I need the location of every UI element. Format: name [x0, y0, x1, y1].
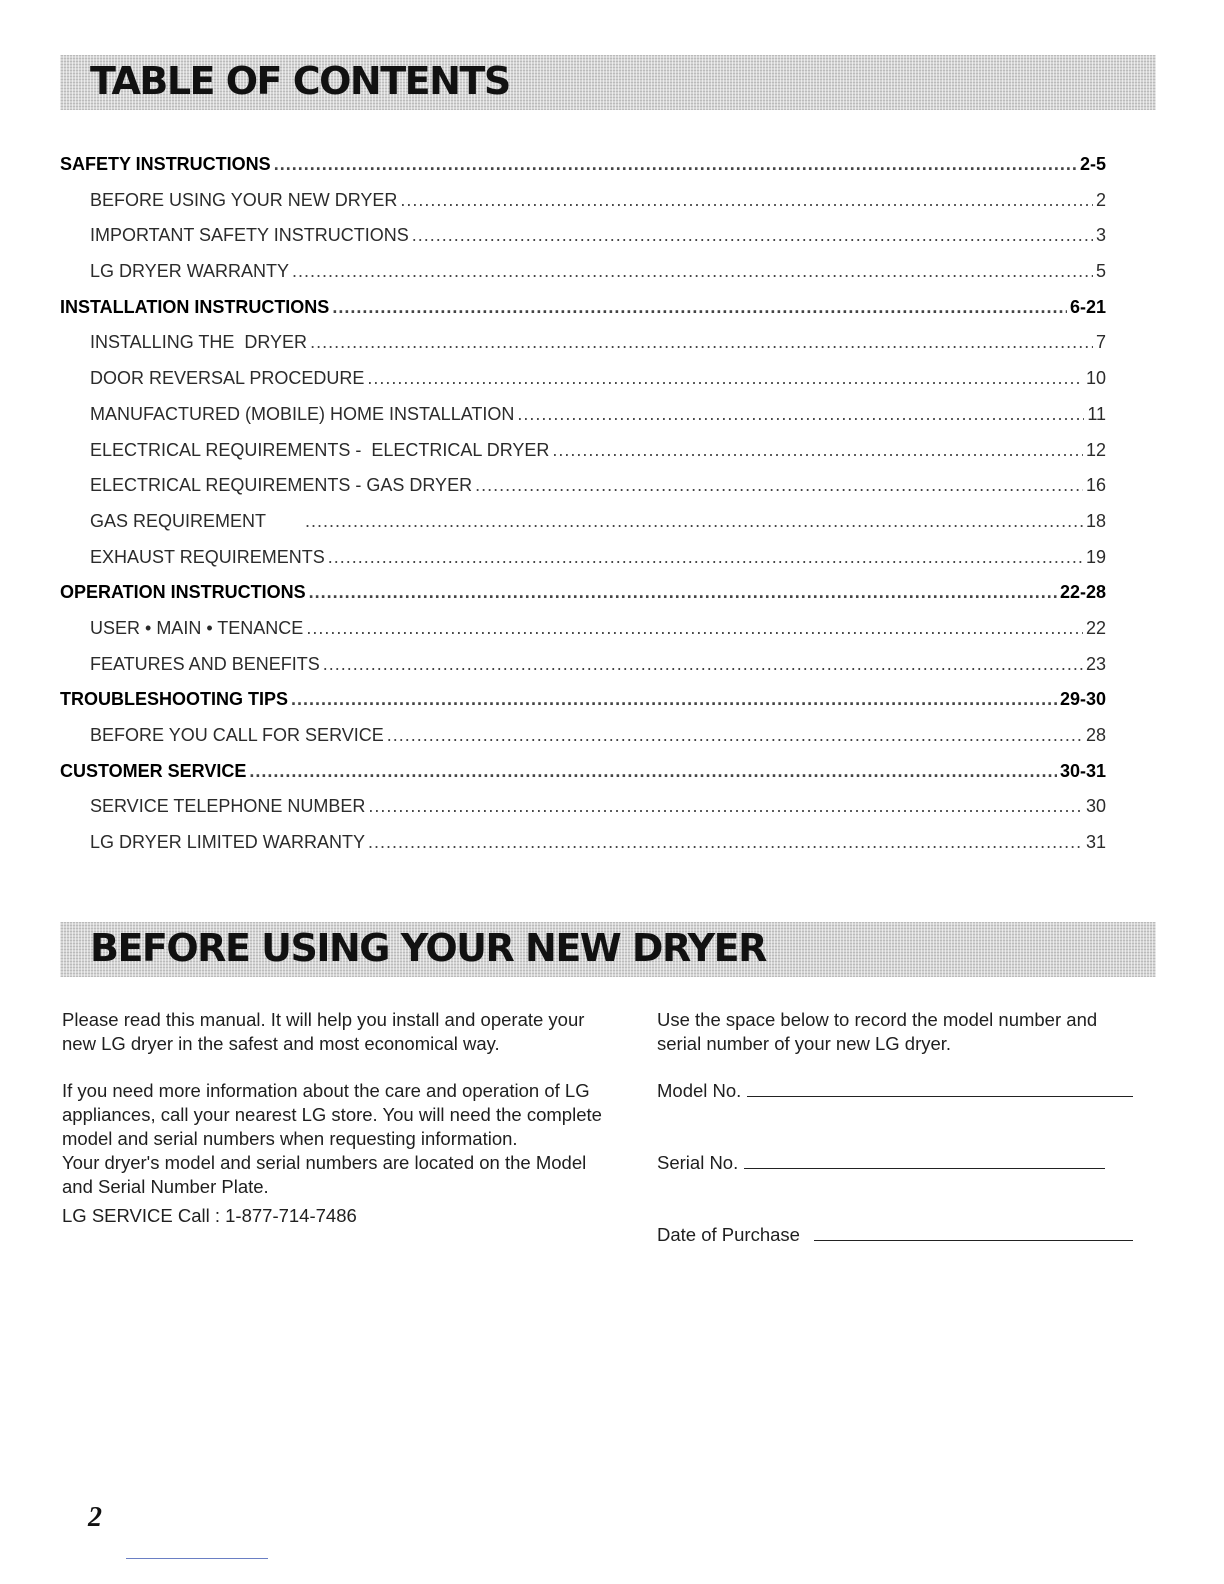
intro-title: BEFORE USING YOUR NEW DRYER [90, 926, 766, 970]
toc-label: DOOR REVERSAL PROCEDURE [90, 368, 365, 389]
toc-page: 29-30 [1059, 689, 1106, 710]
toc-page: 19 [1085, 546, 1106, 567]
toc-label: BEFORE USING YOUR NEW DRYER [90, 189, 398, 210]
toc-item-service-phone [60, 796, 1106, 832]
toc-leader-dots [332, 297, 1067, 318]
info-paragraph: If you need more information about the care and operation of LG appliances, call your nearest LG store. You will need the complete model and serial numbers when requesting information. [62, 1080, 602, 1149]
toc-leader-dots [412, 225, 1093, 246]
toc-page: 7 [1095, 332, 1106, 353]
toc-item-gas-requirement [60, 511, 1106, 547]
intro-banner [60, 922, 1156, 977]
toc-section-operation [60, 582, 1106, 618]
toc-item-before-using [60, 190, 1106, 226]
toc-page: 6-21 [1069, 296, 1106, 317]
service-call-number: LG SERVICE Call : 1-877-714-7486 [62, 1205, 357, 1226]
intro-paragraph: Please read this manual. It will help you install and operate your new LG dryer in the safest and most economical way. [62, 1009, 585, 1054]
toc-label: TROUBLESHOOTING TIPS [60, 689, 289, 710]
toc-page: 5 [1095, 261, 1106, 282]
toc-label: IMPORTANT SAFETY INSTRUCTIONS [90, 225, 409, 246]
toc-section-customer-service [60, 761, 1106, 797]
toc-leader-dots [291, 689, 1057, 710]
toc-label: GAS REQUIREMENT [90, 510, 267, 531]
toc-section-installation [60, 297, 1106, 333]
toc-item-door-reversal [60, 368, 1106, 404]
model-number-field[interactable] [657, 1079, 1133, 1103]
toc-leader-dots [309, 582, 1057, 603]
page-number: 2 [88, 1502, 102, 1533]
toc-label: BEFORE YOU CALL FOR SERVICE [90, 725, 384, 745]
toc-label: INSTALLATION INSTRUCTIONS [60, 296, 330, 317]
table-of-contents [60, 154, 1106, 868]
intro-right-column [657, 1008, 1137, 1247]
toc-leader-dots [368, 796, 1083, 817]
toc-leader-dots [310, 332, 1093, 353]
toc-leader-dots [328, 547, 1083, 568]
toc-label: SERVICE TELEPHONE NUMBER [90, 796, 366, 817]
toc-page: 11 [1087, 403, 1106, 424]
toc-banner [60, 55, 1156, 110]
toc-item-electrical-electric [60, 440, 1106, 476]
model-number-label: Model No. [657, 1080, 742, 1101]
toc-page: 22 [1085, 617, 1106, 638]
toc-item-limited-warranty [60, 832, 1106, 868]
plate-paragraph: Your dryer's model and serial numbers are located on the Model and Serial Number Plate. [62, 1152, 587, 1197]
toc-page: 30-31 [1059, 760, 1106, 781]
toc-page: 30 [1085, 796, 1106, 817]
footer-divider [126, 1558, 268, 1559]
toc-leader-dots [517, 404, 1084, 425]
toc-page: 16 [1085, 475, 1106, 496]
toc-page: 3 [1095, 225, 1106, 246]
toc-page: 2-5 [1079, 154, 1106, 174]
toc-item-before-call [60, 725, 1106, 761]
toc-label: MANUFACTURED (MOBILE) HOME INSTALLATION [90, 403, 515, 424]
toc-leader-dots [292, 261, 1093, 282]
toc-leader-dots [249, 761, 1057, 782]
record-instructions: Use the space below to record the model number and serial number of your new LG dryer. [657, 1009, 1098, 1054]
toc-label: INSTALLING THE DRYER [90, 332, 308, 353]
toc-title: TABLE OF CONTENTS [90, 59, 510, 103]
intro-left-column [62, 1008, 622, 1228]
toc-item-dryer-warranty [60, 261, 1106, 297]
toc-label: OPERATION INSTRUCTIONS [60, 582, 306, 603]
toc-leader-dots [387, 725, 1083, 746]
toc-leader-dots [368, 832, 1083, 853]
toc-page: 12 [1085, 439, 1106, 460]
toc-section-troubleshooting [60, 689, 1106, 725]
toc-label: USER • MAIN • TENANCE [90, 617, 304, 638]
toc-item-installing-dryer [60, 332, 1106, 368]
toc-leader-dots [305, 511, 1083, 532]
toc-leader-dots [400, 190, 1093, 211]
toc-item-electrical-gas [60, 475, 1106, 511]
toc-item-maintenance [60, 618, 1106, 654]
toc-item-exhaust [60, 547, 1106, 583]
toc-page: 10 [1085, 368, 1106, 389]
serial-number-label: Serial No. [657, 1152, 739, 1173]
toc-item-mobile-home [60, 404, 1106, 440]
toc-label: LG DRYER LIMITED WARRANTY [90, 832, 366, 853]
toc-leader-dots [367, 368, 1083, 389]
model-number-blank[interactable] [747, 1080, 1133, 1097]
toc-label: LG DRYER WARRANTY [90, 261, 290, 282]
serial-number-blank[interactable] [744, 1152, 1105, 1169]
toc-page: 28 [1085, 725, 1106, 745]
purchase-date-field[interactable] [657, 1223, 1133, 1247]
toc-leader-dots [274, 154, 1077, 175]
toc-item-features [60, 654, 1106, 690]
toc-label: EXHAUST REQUIREMENTS [90, 546, 325, 567]
toc-label: FEATURES AND BENEFITS [90, 653, 320, 674]
toc-leader-dots [552, 440, 1083, 461]
toc-label: SAFETY INSTRUCTIONS [60, 154, 271, 174]
toc-leader-dots [323, 654, 1083, 675]
toc-section-safety [60, 154, 1106, 190]
toc-label: ELECTRICAL REQUIREMENTS - ELECTRICAL DRYER [90, 439, 550, 460]
purchase-date-label: Date of Purchase [657, 1224, 800, 1245]
toc-leader-dots [475, 475, 1083, 496]
toc-label: ELECTRICAL REQUIREMENTS - GAS DRYER [90, 475, 473, 496]
toc-page: 31 [1085, 832, 1106, 853]
toc-page: 2 [1095, 189, 1106, 210]
toc-page: 23 [1085, 653, 1106, 674]
toc-page: 22-28 [1059, 582, 1106, 603]
toc-label: CUSTOMER SERVICE [60, 760, 247, 781]
toc-item-important-safety [60, 225, 1106, 261]
toc-leader-dots [306, 618, 1083, 639]
toc-page: 18 [1085, 510, 1106, 531]
serial-number-field[interactable] [657, 1151, 1105, 1175]
purchase-date-blank[interactable] [814, 1224, 1133, 1241]
